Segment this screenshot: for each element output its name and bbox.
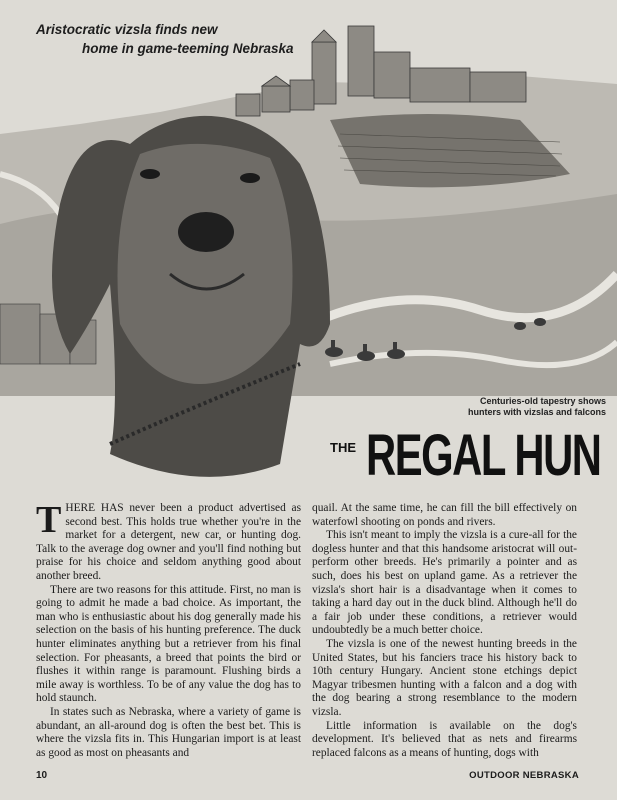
photo-caption [436, 396, 606, 418]
headline-the: THE [330, 440, 356, 455]
paragraph: In states such as Nebraska, where a variety of game is abundant, an all-around dog is often the best bet. This is where the vizsla fits in. This Hungarian import is at least as good as most on pheasants and [36, 705, 301, 759]
caption-line-1: Centuries-old tapestry shows [479, 396, 606, 406]
paragraph: quail. At the same time, he can fill the bill effectively on waterfowl shooting on ponds and rivers. [312, 502, 577, 528]
paragraph: There are two reasons for this attitude. First, no man is going to admit he made a bad choice. As important, the man who is enthusiastic about his dog generally made his selection on the basis of his hunting preference. The duck hunter eliminates anything but a retriever from his final selection. For pheasants, a breed that points the bird or flushes it within range is paramount. Flushing birds a mile away is worthless. To be of any value the dog has to hold staunch. [36, 583, 301, 705]
article-headline [330, 423, 601, 490]
article-column-2 [312, 502, 577, 760]
vizsla-dog-portrait [52, 116, 330, 477]
paragraph: This isn't meant to imply the vizsla is a cure-all for the dogless hunter and that this handsome aristocrat will out-perform other breeds. He's primarily a pointer and as such, does his best on upland game. As a retriever the vizsla's short hair is a disadvantage when it comes to taking a hard day out in the duck blind. Although he'll do a fair job under these conditions, a retriever would undoubtedly be a much better choice. [312, 529, 577, 637]
paragraph: Little information is available on the dog's development. It's believed that as nets and firearms replaced falcons as a means of hunting, dogs with [312, 719, 577, 759]
page-number: 10 [36, 770, 48, 781]
caption-line-2: hunters with vizslas and falcons [467, 407, 606, 417]
magazine-name: OUTDOOR NEBRASKA [469, 770, 579, 781]
paragraph: THERE HAS never been a product advertised as second best. This holds true whether you're in the market for a detergent, new car, or hunting dog. Talk to the average dog owner and you'll find nothing but praise for his choice and seldom anything good about another breed. [36, 499, 301, 582]
kicker-line-2: home in game-teeming Nebraska [82, 41, 294, 56]
kicker-line-1: Aristocratic vizsla finds new [36, 22, 218, 37]
headline-main: REGAL HUN [366, 423, 601, 488]
paragraph: The vizsla is one of the newest hunting breeds in the United States, but his fanciers trace his history back to 10th century Hungary. Ancient stone etchings depict Magyar tribesmen hunting with a falcon and a dog with the dog bearing a strong resemblance to the modern vizsla. [312, 637, 577, 718]
drop-cap: T [36, 499, 62, 541]
article-column-1 [36, 499, 301, 760]
